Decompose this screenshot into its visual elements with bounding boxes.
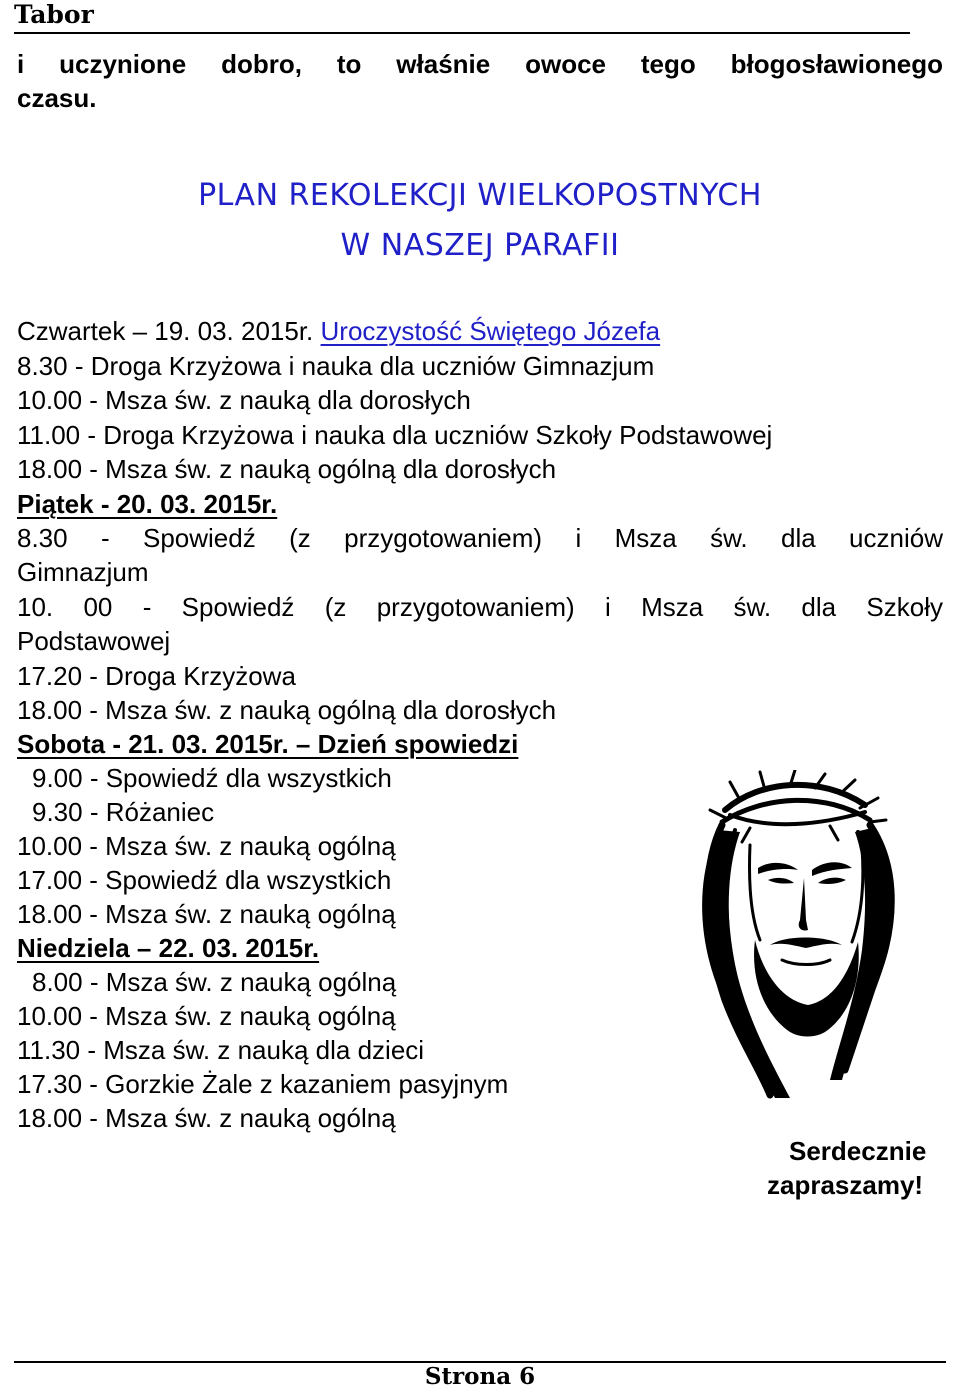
- sunday-date: Niedziela – 22. 03. 2015r.: [17, 933, 320, 963]
- thursday-item: 11.00 - Droga Krzyżowa i nauka dla uczniów Szkoły Podstawowej: [17, 420, 773, 450]
- closing-line-1: Serdecznie: [789, 1136, 927, 1166]
- friday-item: 18.00 - Msza św. z nauką ogólną dla dorosłych: [17, 695, 557, 725]
- closing-line-2: zapraszamy!: [767, 1170, 924, 1200]
- plan-title-line-2: W NASZEJ PARAFII: [340, 228, 620, 263]
- sunday-item: 11.30 - Msza św. z nauką dla dzieci: [17, 1035, 425, 1065]
- sunday-item: 18.00 - Msza św. z nauką ogólną: [17, 1103, 396, 1133]
- sunday-item: 10.00 - Msza św. z nauką ogólną: [17, 1001, 396, 1031]
- saturday-item: 17.00 - Spowiedź dla wszystkich: [17, 865, 392, 895]
- thursday-heading: [17, 314, 660, 348]
- jesus-crown-of-thorns-icon: [630, 770, 950, 1100]
- thursday-feast: Uroczystość Świętego Józefa: [320, 316, 661, 346]
- friday-date: Piątek - 20. 03. 2015r.: [17, 489, 278, 519]
- thursday-item: 18.00 - Msza św. z nauką ogólną dla dorosłych: [17, 454, 557, 484]
- thursday-item: 10.00 - Msza św. z nauką dla dorosłych: [17, 385, 471, 415]
- saturday-item: 9.00 - Spowiedź dla wszystkich: [32, 763, 392, 793]
- friday-item: Gimnazjum: [17, 557, 149, 587]
- saturday-item: 9.30 - Różaniec: [32, 797, 215, 827]
- intro-line-1: i uczynione dobro, to właśnie owoce tego błogosławionego: [17, 49, 943, 79]
- saturday-item: 18.00 - Msza św. z nauką ogólną: [17, 899, 396, 929]
- page-number: [0, 1362, 960, 1392]
- friday-item: 10. 00 - Spowiedź (z przygotowaniem) i Msza św. dla Szkoły: [17, 592, 943, 622]
- intro-line-2: czasu.: [17, 83, 97, 113]
- page-number-label: Strona 6: [419, 1363, 541, 1390]
- header-rule: [14, 32, 910, 34]
- saturday-date: Sobota - 21. 03. 2015r. – Dzień spowiedzi: [17, 729, 519, 759]
- thursday-date: Czwartek – 19. 03. 2015r.: [17, 316, 314, 346]
- plan-title-line-1: PLAN REKOLEKCJI WIELKOPOSTNYCH: [198, 178, 762, 213]
- friday-item: Podstawowej: [17, 626, 171, 656]
- page-header-title: Tabor: [14, 0, 94, 29]
- friday-item: 8.30 - Spowiedź (z przygotowaniem) i Msza św. dla uczniów: [17, 523, 943, 553]
- sunday-item: 8.00 - Msza św. z nauką ogólną: [32, 967, 397, 997]
- thursday-item: 8.30 - Droga Krzyżowa i nauka dla uczniów Gimnazjum: [17, 351, 655, 381]
- sunday-item: 17.30 - Gorzkie Żale z kazaniem pasyjnym: [17, 1069, 509, 1099]
- saturday-item: 10.00 - Msza św. z nauką ogólną: [17, 831, 396, 861]
- friday-item: 17.20 - Droga Krzyżowa: [17, 661, 296, 691]
